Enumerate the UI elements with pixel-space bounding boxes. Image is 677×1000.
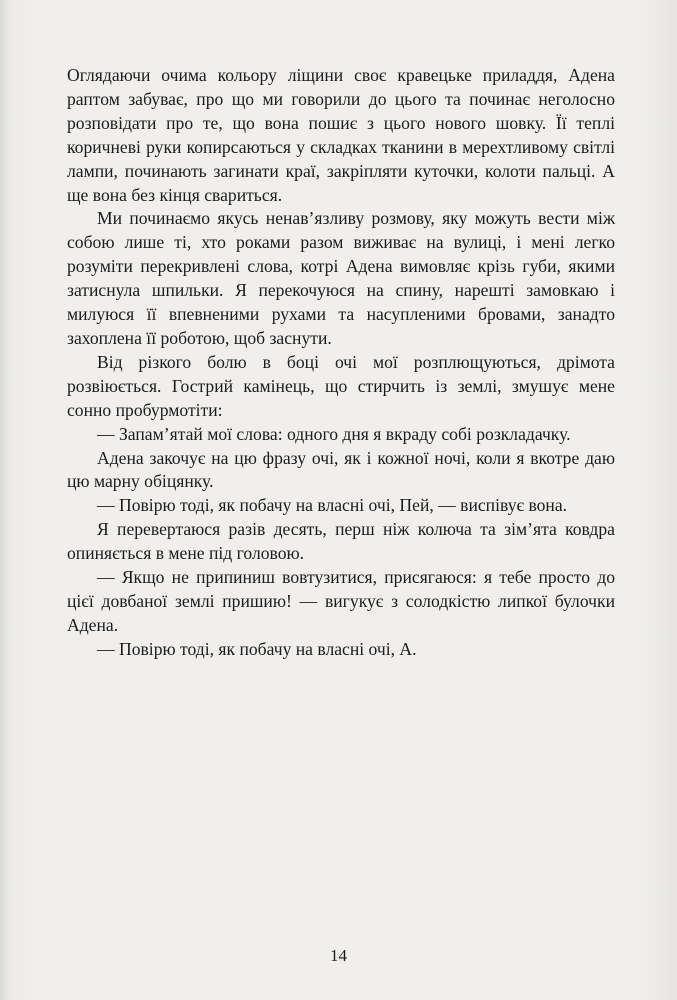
body-text bbox=[67, 64, 615, 662]
paragraph: Оглядаючи очима кольору ліщини своє кравецьке приладдя, Адена раптом забуває, про що ми говорили до цього та починає неголосно розповідати про те, що вона пошиє з цього нового шовку. Її теплі коричневі руки копирсаються у складках тканини в мерехтливому світлі лампи, починають загинати краї, закріпляти куточки, колоти пальці. А ще вона без кінця свариться. bbox=[67, 65, 615, 205]
dialogue-line: — Якщо не припиниш вовтузитися, присягаюся: я тебе просто до цієї довбаної землі пришию! — вигукує з солодкістю липкої булочки Адена. bbox=[67, 567, 615, 635]
dialogue-line: — Запам’ятай мої слова: одного дня я вкраду собі розкладачку. bbox=[97, 423, 571, 444]
paragraph: Ми починаємо якусь ненав’язливу розмову, яку можуть вести між собою лише ті, хто роками разом виживає на вулиці, і мені легко розуміти перекривлені слова, котрі Адена вимовляє крізь губи, якими затиснула шпильки. Я перекочуюся на спину, нарешті замовкаю і милуюся її впевненими рухами та насупленими бровами, занадто захоплена її роботою, щоб заснути. bbox=[67, 208, 615, 348]
page-number: 14 bbox=[330, 946, 347, 965]
paragraph: Я перевертаюся разів десять, перш ніж колюча та зім’ята ковдра опиняється в мене під головою. bbox=[67, 519, 615, 564]
dialogue-line: — Повірю тоді, як побачу на власні очі, Пей, — виспівує вона. bbox=[97, 495, 568, 516]
dialogue-line: — Повірю тоді, як побачу на власні очі, А. bbox=[97, 638, 417, 659]
paragraph: Адена закочує на цю фразу очі, як і кожної ночі, коли я вкотре даю цю марну обіцянку. bbox=[67, 447, 615, 492]
paragraph: Від різкого болю в боці очі мої розплющуються, дрімота розвіюється. Гострий камінець, що стирчить із землі, змушує мене сонно пробурмотіти: bbox=[67, 351, 615, 420]
